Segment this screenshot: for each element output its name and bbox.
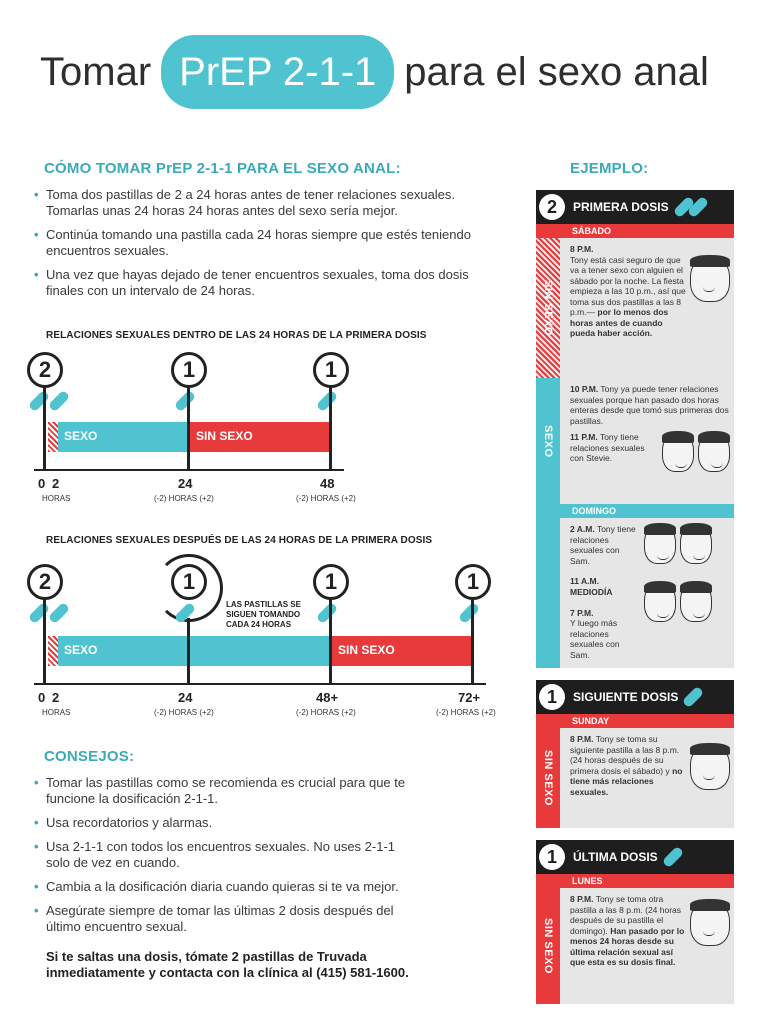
last-dose-header: 1 ÚLTIMA DOSIS — [536, 840, 734, 874]
day-sunday: SUNDAY — [536, 714, 734, 728]
how-list — [34, 187, 494, 299]
dose-1-icon: 1 — [313, 352, 349, 388]
dose-1-icon: 1 — [313, 564, 349, 600]
pill-icon — [48, 602, 71, 625]
timeline2: 2 1 1 1 LAS PASTILLAS SE SIGUEN TOMANDO CADA 24 HORAS SEXO SIN SEXO 0 2 24 48+ 72+ HORAS (-2) HORAS (+2) (-2) HORAS (+2) (-2) HORAS (+2) — [0, 552, 520, 732]
tips-heading: CONSEJOS: — [44, 748, 135, 765]
pill-icon — [458, 602, 481, 625]
pill-icon — [174, 390, 197, 413]
first-dose-header: 2 PRIMERA DOSIS — [536, 190, 734, 224]
sam-face-icon — [644, 582, 676, 622]
dose-2-icon: 2 — [27, 352, 63, 388]
tip-bullet: • Usa recordatorios y alarmas. — [34, 815, 213, 830]
how-section — [34, 160, 504, 307]
domingo-block: 2 A.M. Tony tiene relaciones sexuales con Sam. 11 A.M. MEDIODÍA 7 P.M. Y luego más relaciones sexuales con Sam. — [536, 518, 734, 668]
dose-1-icon: 1 — [171, 352, 207, 388]
page-title — [40, 32, 709, 112]
day-lunes: LUNES — [536, 874, 734, 888]
second-dose-header: 1 SIGUIENTE DOSIS — [536, 680, 734, 714]
title-pill: PrEP 2-1-1 — [161, 35, 394, 109]
example-panel — [536, 190, 734, 1004]
timeline1-title: RELACIONES SEXUALES DENTRO DE LAS 24 HORAS DE LA PRIMERA DOSIS — [46, 330, 427, 341]
timeline2-title: RELACIONES SEXUALES DESPUÉS DE LAS 24 HORAS DE LA PRIMERA DOSIS — [46, 535, 433, 546]
day-domingo: DOMINGO — [536, 504, 734, 518]
pills-note: LAS PASTILLAS SE SIGUEN TOMANDO CADA 24 HORAS — [226, 600, 301, 629]
sin-sexo-bar: SIN SEXO — [330, 636, 472, 666]
how-bullet: • Una vez que hayas dejado de tener encuentros sexuales, toma dos dosis finales con un intervalo de 24 horas. — [34, 267, 469, 298]
wait-hatch — [48, 636, 58, 666]
timeline1: 2 1 1 SEXO SIN SEXO 0 2 24 48 HORAS (-2) HORAS (+2) (-2) HORAS (+2) — [0, 340, 520, 510]
axis — [34, 469, 344, 471]
first-sexo-block: SEXO 10 P.M. Tony ya puede tener relaciones sexuales porque han pasado dos horas enteras desde que tomó sus primeras dos pastillas. 11 P.M. Tony tiene relaciones sexuales con Stevie. — [536, 378, 734, 504]
sin-sexo-bar: SIN SEXO — [188, 422, 330, 452]
dose-1-icon: 1 — [539, 844, 565, 870]
dose-1-icon: 1 — [171, 564, 207, 600]
tony-face-icon — [680, 582, 712, 622]
tip-bullet: • Cambia a la dosificación diaria cuando quieras si te va mejor. — [34, 879, 399, 894]
sexo-bar: SEXO — [58, 636, 330, 666]
pill-icon — [661, 846, 684, 869]
dose-1-icon: 1 — [455, 564, 491, 600]
title-pre: Tomar — [40, 49, 152, 94]
tip-bullet: • Asegúrate siempre de tomar las últimas 2 dosis después del último encuentro sexual. — [34, 903, 394, 934]
tips-list — [34, 775, 414, 935]
stevie-face-icon — [662, 432, 694, 472]
last-sin-sexo-block: SIN SEXO 8 P.M. Tony se toma otra pastilla a las 8 p.m. (24 horas después de su pastilla el domingo). Han pasado por lo menos 24 horas desde su última relación sexual así que esta es su dosis final. — [536, 888, 734, 1004]
second-sin-sexo-block: SIN SEXO 8 P.M. Tony se toma su siguiente pastilla a las 8 p.m. (24 horas después de su primera dosis el sábado) y no tiene más relaciones sexuales. — [536, 728, 734, 828]
tips-section — [34, 748, 504, 981]
first-sin-sexo-block: SIN SEXO 8 P.M. Tony está casi seguro de que va a tener sexo con alguien el sábado por la noche. La fiesta empieza a las 10 p.m., así que toma sus dos pastillas a las 8 p.m.— por lo menos dos horas antes de cuando pueda haber acción. — [536, 238, 734, 378]
sexo-bar: SEXO — [58, 422, 188, 452]
missed-dose-note: Si te saltas una dosis, tómate 2 pastillas de Truvada inmediatamente y contacta con la clínica al (415) 581-1600. — [46, 949, 409, 980]
tip-bullet: • Tomar las pastillas como se recomienda es crucial para que te funcione la dosificación 2-1-1. — [34, 775, 406, 806]
tony-face-icon — [690, 900, 730, 946]
dose-1-icon: 1 — [539, 684, 565, 710]
tip-bullet: • Usa 2-1-1 con todos los encuentros sexuales. No uses 2-1-1 solo de vez en cuando. — [34, 839, 396, 870]
pill-icon — [48, 390, 71, 413]
tony-face-icon — [690, 256, 730, 302]
tony-face-icon — [698, 432, 730, 472]
pill-icon — [316, 602, 339, 625]
axis — [34, 683, 486, 685]
how-heading: CÓMO TOMAR PrEP 2-1-1 PARA EL SEXO ANAL: — [44, 160, 401, 177]
tony-face-icon — [690, 744, 730, 790]
dose-2-icon: 2 — [27, 564, 63, 600]
pill-icon — [28, 390, 51, 413]
pill-icon — [28, 602, 51, 625]
day-sabado: SÁBADO — [536, 224, 734, 238]
how-bullet: • Continúa tomando una pastilla cada 24 horas siempre que estés teniendo encuentros sexuales. — [34, 227, 471, 258]
example-heading: EJEMPLO: — [570, 160, 649, 177]
title-post: para el sexo anal — [404, 49, 709, 94]
wait-hatch — [48, 422, 58, 452]
dose-2-icon: 2 — [539, 194, 565, 220]
pill-icon — [682, 686, 705, 709]
how-bullet: • Toma dos pastillas de 2 a 24 horas antes de tener relaciones sexuales. Tomarlas unas 24 horas 24 horas antes del sexo sería mejor. — [34, 187, 456, 218]
pill-icon — [316, 390, 339, 413]
sam-face-icon — [644, 524, 676, 564]
tony-face-icon — [680, 524, 712, 564]
